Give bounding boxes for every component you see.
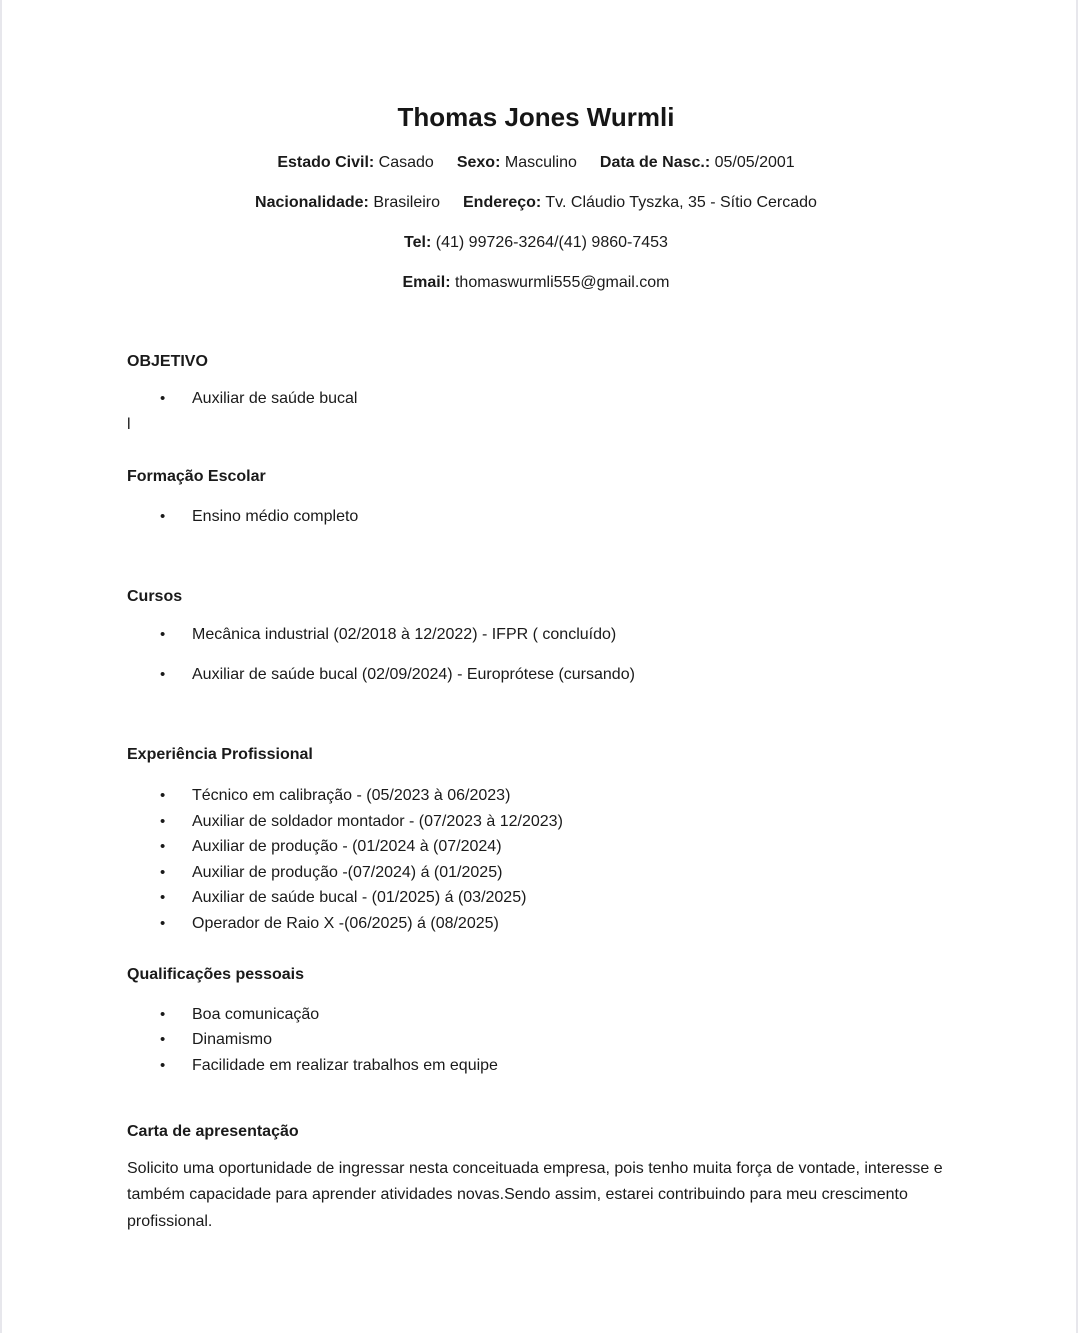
sex-field [457,154,577,171]
list-item-text: Boa comunicação [192,1005,320,1023]
list-item [127,507,945,527]
contact-line [127,233,945,253]
list-item [127,863,945,883]
list-item [127,389,945,409]
list-item-text: Facilidade em realizar trabalhos em equipe [192,1056,498,1074]
bullet-icon: • [160,863,166,881]
list-item-text: Técnico em calibração - (05/2023 à 06/2023) [192,787,511,804]
bullet-icon: • [160,812,166,830]
list-item [127,914,945,934]
marital-status-field [277,154,434,171]
section-heading-qualificacoes: Qualificações pessoais [127,965,304,983]
list-item [127,625,945,645]
sex-label: Sexo: [456,154,501,171]
bullet-icon: • [160,390,166,407]
bullet-icon: • [160,1005,166,1023]
list-item [127,888,945,908]
address-value: Tv. Cláudio Tyszka, 35 - Sítio Cercado [545,194,817,211]
contact-line [127,153,945,173]
section-heading-objetivo: OBJETIVO [127,353,208,370]
section-heading-experiencia: Experiência Profissional [127,746,313,763]
list-item-text: Operador de Raio X -(06/2025) á (08/2025) [192,914,499,932]
section-heading-formacao: Formação Escolar [127,468,266,485]
list-item-text: Auxiliar de saúde bucal - (01/2025) á (03/2025) [192,889,527,906]
list-item [127,812,945,832]
bullet-icon: • [160,508,166,525]
list-item-text: Auxiliar de soldador montador - (07/2023 à 12/2023) [192,812,563,830]
address-label: Endereço: [463,194,542,211]
list-item-text: Dinamismo [192,1031,273,1048]
email-field [403,274,670,291]
bullet-icon: • [160,787,166,804]
contact-line [127,273,945,293]
list-item-text: Auxiliar de saúde bucal [192,390,358,407]
bullet-icon: • [160,889,166,906]
nationality-field [255,194,440,211]
bullet-icon: • [160,1031,166,1048]
list-item [127,665,945,685]
list-item-text: Auxiliar de produção - (01/2024 à (07/2024) [192,838,502,855]
list-item [127,786,945,806]
bullet-icon: • [160,666,166,683]
list-item-text: Auxiliar de produção -(07/2024) á (01/2025) [192,863,503,881]
list-item [127,1030,945,1050]
section-heading-cursos: Cursos [127,588,183,605]
list-item-text: Ensino médio completo [192,508,359,525]
cover-letter-paragraph: Solicito uma oportunidade de ingressar nesta conceituada empresa, pois tenho muita força de vontade, interesse e também capacidade para aprender atividades novas.Sendo assim, estarei contribuindo para meu crescimento profissional. [127,1159,943,1230]
list-item-text: Mecânica industrial (02/2018 à 12/2022) - IFPR ( concluído) [192,626,617,643]
address-field [463,194,817,211]
list-item [127,837,945,857]
birthdate-value: 05/05/2001 [714,154,795,171]
bullet-icon: • [160,914,166,932]
birthdate-field [600,154,795,171]
list-item-text: Auxiliar de saúde bucal (02/09/2024) - Europrótese (cursando) [192,666,635,683]
contact-line [127,193,945,213]
email-value: thomaswurmli555@gmail.com [454,274,670,291]
phone-field [404,234,668,251]
bullet-icon: • [160,626,166,643]
email-label: Email: [402,274,451,291]
marital-status-value: Casado [378,154,434,171]
person-name: Thomas Jones Wurmli [397,102,675,132]
bullet-icon: • [160,1056,166,1074]
phone-label: Tel: [404,234,432,251]
marital-status-label: Estado Civil: [277,154,375,171]
nationality-value: Brasileiro [373,194,440,211]
bullet-icon: • [160,838,166,855]
sex-value: Masculino [504,154,577,171]
nationality-label: Nacionalidade: [255,194,369,211]
section-heading-carta: Carta de apresentação [127,1122,299,1140]
list-item [127,1005,945,1025]
birthdate-label: Data de Nasc.: [599,154,711,171]
list-item [127,1056,945,1076]
phone-value: (41) 99726-3264/(41) 9860-7453 [435,234,668,251]
stray-cursor-text: l [127,416,131,433]
